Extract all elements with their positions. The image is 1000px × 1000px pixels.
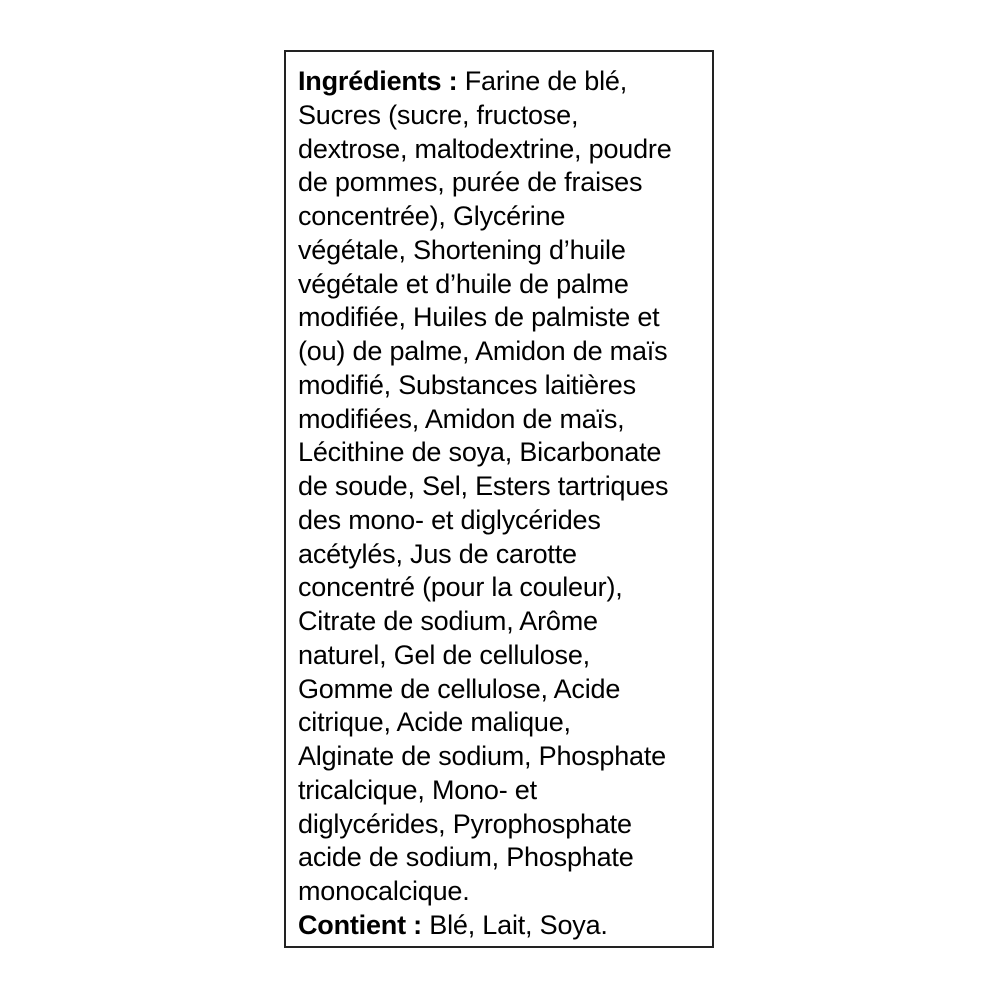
ingredients-line: de pommes, purée de fraises	[298, 167, 643, 198]
contains-heading: Contient :	[298, 909, 422, 940]
ingredients-line: acétylés, Jus de carotte	[298, 538, 577, 569]
ingredients-line: (ou) de palme, Amidon de maïs	[298, 336, 668, 366]
ingredients-line: de soude, Sel, Esters tartriques	[298, 471, 669, 501]
ingredients-line: dextrose, maltodextrine, poudre	[298, 133, 672, 164]
ingredients-line-1	[298, 65, 672, 99]
ingredients-line: des mono- et diglycérides	[298, 504, 601, 535]
ingredients-line: modifiées, Amidon de maïs,	[298, 403, 625, 434]
ingredients-line: concentrée), Glycérine	[298, 201, 566, 231]
contains-text: Blé, Lait, Soya.	[421, 909, 608, 940]
ingredients-line: citrique, Acide malique,	[298, 707, 571, 738]
ingredients-line: Sucres (sucre, fructose,	[298, 99, 579, 130]
ingredients-text-block	[298, 65, 672, 943]
ingredients-line: monocalcique.	[298, 876, 470, 906]
ingredients-heading: Ingrédients :	[298, 66, 458, 96]
ingredients-line: Gomme de cellulose, Acide	[298, 673, 621, 704]
ingredients-line: végétale, Shortening d’huile	[298, 234, 626, 265]
ingredients-line: modifiée, Huiles de palmiste et	[298, 302, 660, 333]
ingredients-line: naturel, Gel de cellulose,	[298, 639, 590, 670]
ingredients-line: concentré (pour la couleur),	[298, 572, 623, 603]
ingredients-line: modifié, Substances laitières	[298, 369, 636, 400]
ingredients-line: tricalcique, Mono- et	[298, 774, 537, 805]
ingredients-line-text: Farine de blé,	[457, 66, 628, 96]
ingredients-label-box	[284, 50, 714, 948]
ingredients-line: Lécithine de soya, Bicarbonate	[298, 437, 662, 468]
ingredients-line: acide de sodium, Phosphate	[298, 842, 634, 873]
ingredients-line: végétale et d’huile de palme	[298, 268, 629, 299]
ingredients-line: Alginate de sodium, Phosphate	[298, 741, 666, 771]
ingredients-line: diglycérides, Pyrophosphate	[298, 808, 632, 839]
ingredients-line: Citrate de sodium, Arôme	[298, 606, 598, 636]
contains-line	[298, 909, 672, 943]
